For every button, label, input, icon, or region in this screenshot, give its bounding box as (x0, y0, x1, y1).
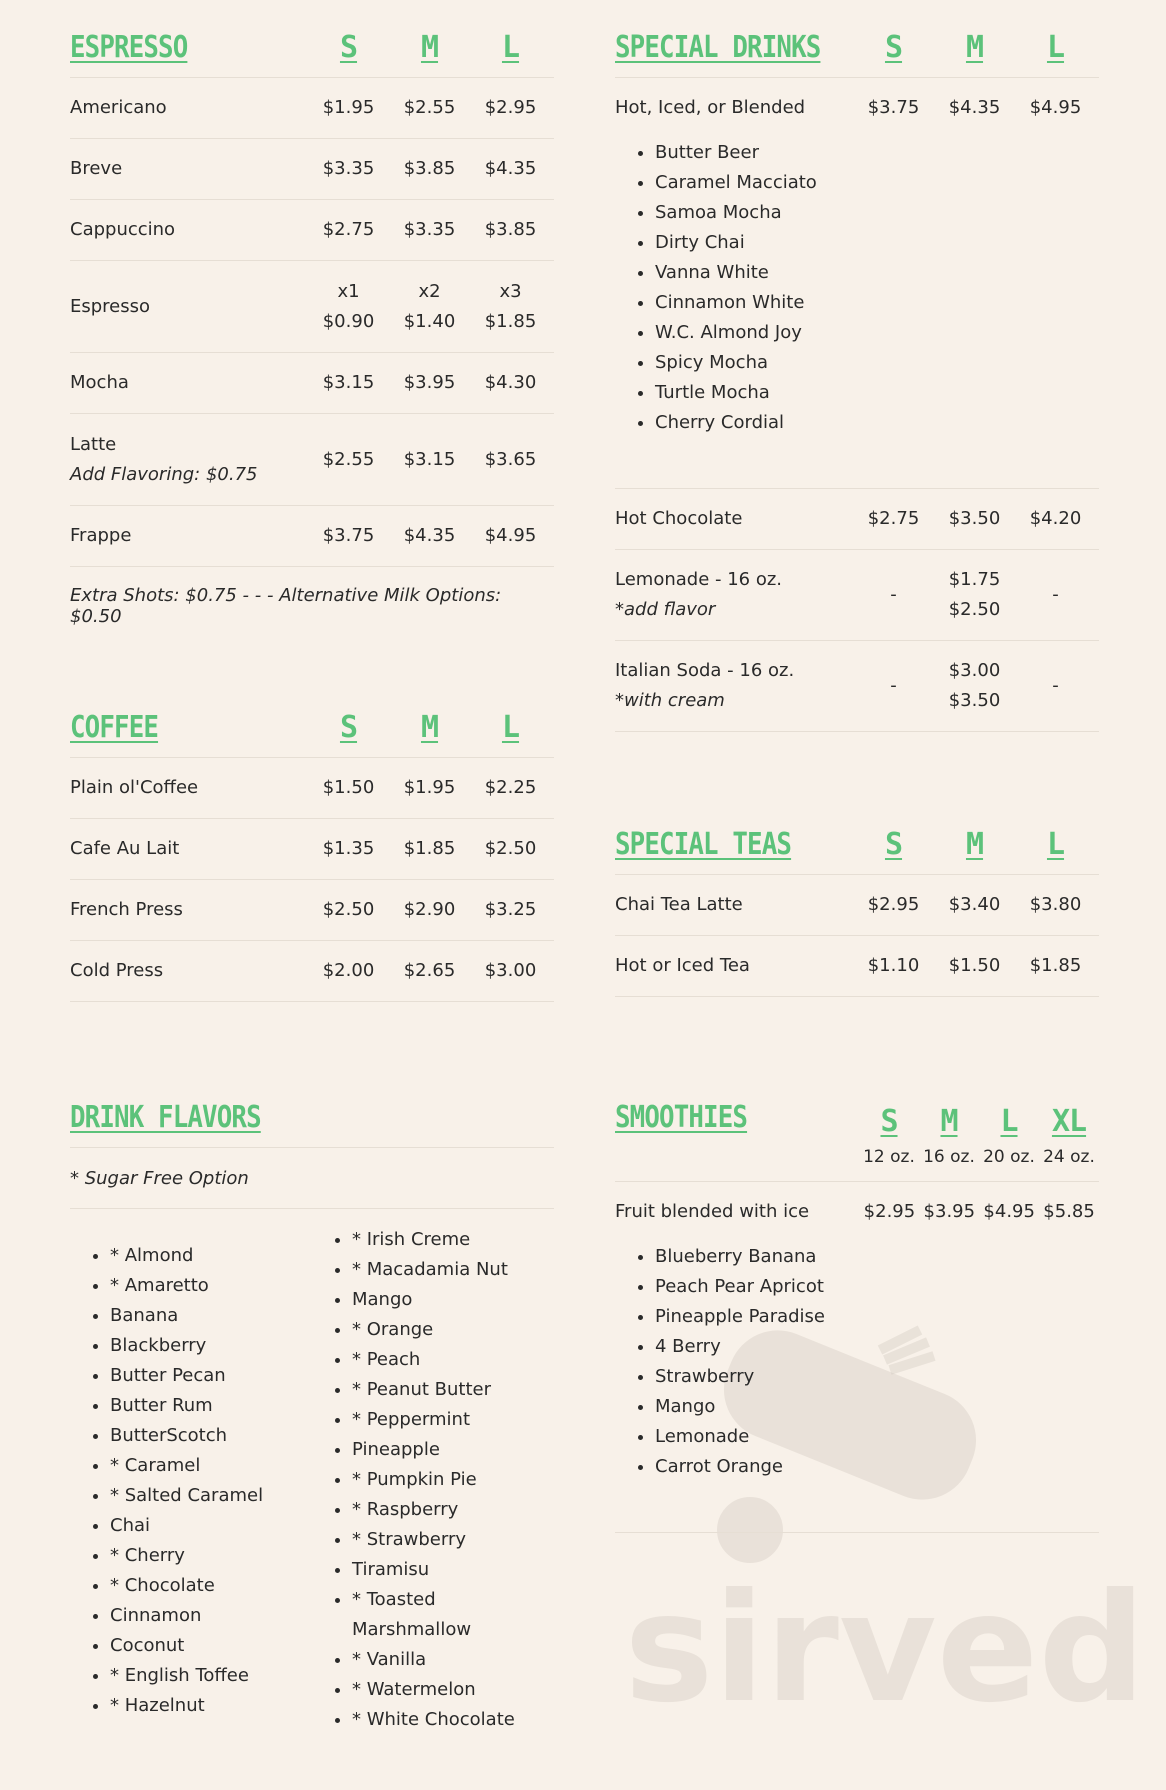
menu-item-row (615, 1182, 1099, 1242)
espresso-title: ESPRESSO (70, 30, 188, 65)
shot-price: $1.40 (403, 310, 456, 332)
list-item: • Butter Rum (110, 1391, 312, 1421)
size-m-label: M (940, 1104, 958, 1139)
item-name (70, 430, 308, 490)
list-item: • Cherry Cordial (655, 408, 1099, 438)
item-name: Cappuccino (70, 219, 176, 240)
item-name: Fruit blended with ice (615, 1201, 810, 1222)
price-s: $2.00 (322, 960, 375, 981)
list-item: • W.C. Almond Joy (655, 318, 1099, 348)
size-l-column (979, 1104, 1039, 1167)
list-item: • * Watermelon (352, 1675, 554, 1705)
price-s: - (890, 675, 897, 696)
size-s-label: S (880, 1104, 898, 1139)
list-item: • Butter Pecan (110, 1361, 312, 1391)
list-item: • Strawberry (655, 1362, 1099, 1392)
price-s: $2.75 (867, 508, 920, 529)
item-name: Plain ol'Coffee (70, 777, 199, 798)
size-l-oz: 20 oz. (983, 1147, 1035, 1167)
menu-item-row (615, 78, 1099, 138)
smoothies-title: SMOOTHIES (615, 1100, 748, 1135)
menu-item-row (70, 758, 554, 819)
list-item: • * Amaretto (110, 1271, 312, 1301)
price-s: $2.95 (863, 1201, 916, 1222)
item-name: Hot or Iced Tea (615, 955, 750, 976)
item-name: Chai Tea Latte (615, 894, 743, 915)
list-item: • Butter Beer (655, 138, 1099, 168)
size-s-label: S (884, 30, 903, 65)
list-item: • Pineapple (352, 1435, 554, 1465)
price-l: $2.50 (484, 838, 537, 859)
flavors-header (70, 1100, 554, 1148)
list-item: • * White Chocolate (352, 1705, 554, 1735)
price-l: $2.25 (484, 777, 537, 798)
list-item: • Turtle Mocha (655, 378, 1099, 408)
shot-count: x1 (337, 280, 360, 302)
menu-item-row (615, 550, 1099, 641)
coffee-title: COFFEE (70, 710, 159, 745)
price-l: $3.80 (1029, 894, 1082, 915)
list-item: • * Raspberry (352, 1495, 554, 1525)
price-s: $2.75 (322, 219, 375, 240)
item-subnote: Add Flavoring: $0.75 (70, 463, 258, 485)
special-drinks-main (615, 78, 1099, 489)
menu-item-row (70, 941, 554, 1002)
espresso-extras-note: Extra Shots: $0.75 - - - Alternative Milk Options: $0.50 (70, 585, 502, 627)
coffee-section (70, 710, 554, 1002)
list-item: • 4 Berry (655, 1332, 1099, 1362)
list-item: • Banana (110, 1301, 312, 1331)
size-xl-label: XL (1051, 1104, 1087, 1139)
list-item: • Dirty Chai (655, 228, 1099, 258)
price-l: - (1052, 675, 1059, 696)
price-s: $2.50 (322, 899, 375, 920)
item-subnote: *add flavor (615, 599, 716, 620)
smoothies-header (615, 1100, 1099, 1182)
item-name: French Press (70, 899, 183, 920)
shot-price: $1.85 (484, 310, 537, 332)
price-s: $1.10 (867, 955, 920, 976)
size-m-column (919, 1104, 979, 1167)
list-item: • * Toasted Marshmallow (352, 1585, 554, 1645)
size-s-label: S (339, 30, 358, 65)
list-item: • Carrot Orange (655, 1452, 1099, 1482)
price-s: $3.35 (322, 158, 375, 179)
price-l: $4.95 (1029, 97, 1082, 118)
price-m: $3.40 (948, 894, 1001, 915)
list-item: • Cinnamon (110, 1601, 312, 1631)
item-title: Italian Soda - 16 oz. (615, 660, 795, 681)
price-option: $2.50 (948, 599, 1001, 620)
item-subnote: *with cream (615, 690, 725, 711)
price-l: $4.30 (484, 372, 537, 393)
size-l-label: L (501, 30, 520, 65)
price-m: $1.50 (948, 955, 1001, 976)
item-name: Hot, Iced, or Blended (615, 97, 806, 118)
menu-item-row (615, 641, 1099, 732)
size-s-label: S (884, 827, 903, 862)
size-xl-oz: 24 oz. (1043, 1147, 1095, 1167)
price-m (934, 565, 1015, 625)
price-m: $4.35 (403, 525, 456, 546)
list-item: • Tiramisu (352, 1555, 554, 1585)
list-item: • * Strawberry (352, 1525, 554, 1555)
price-option: $3.50 (948, 690, 1001, 711)
price-m (389, 277, 470, 337)
size-l-label: L (1000, 1104, 1018, 1139)
list-item: • * English Toffee (110, 1661, 312, 1691)
flavors-list-2 (312, 1225, 554, 1735)
size-m-label: M (420, 710, 439, 745)
price-s: $3.75 (867, 97, 920, 118)
item-name (615, 565, 853, 625)
price-s: $2.95 (867, 894, 920, 915)
price-s: $1.50 (322, 777, 375, 798)
smoothies-section (615, 1100, 1099, 1533)
list-item: • Mango (655, 1392, 1099, 1422)
menu-item-row (70, 506, 554, 567)
price-s: - (890, 584, 897, 605)
item-name: Frappe (70, 525, 132, 546)
list-item: • * Vanilla (352, 1645, 554, 1675)
item-name: Hot Chocolate (615, 508, 743, 529)
list-item: • Peach Pear Apricot (655, 1272, 1099, 1302)
size-l-label: L (1046, 827, 1065, 862)
special-drinks-header (615, 30, 1099, 78)
shot-count: x3 (499, 280, 522, 302)
price-s: $3.15 (322, 372, 375, 393)
list-item: • * Chocolate (110, 1571, 312, 1601)
item-title: Lemonade - 16 oz. (615, 569, 783, 590)
item-name: Mocha (70, 372, 129, 393)
price-m: $3.95 (403, 372, 456, 393)
price-l: $3.65 (484, 448, 537, 470)
list-item: • Blueberry Banana (655, 1242, 1099, 1272)
price-l: $4.95 (983, 1201, 1035, 1222)
price-m: $3.50 (948, 508, 1001, 529)
price-l: $4.20 (1029, 508, 1082, 529)
list-item: • Vanna White (655, 258, 1099, 288)
price-m: $3.85 (403, 158, 456, 179)
item-name: Americano (70, 97, 167, 118)
list-item: • ButterScotch (110, 1421, 312, 1451)
list-item: • * Caramel (110, 1451, 312, 1481)
flavors-columns (70, 1209, 554, 1735)
price-s: $1.95 (322, 97, 375, 118)
size-l-label: L (1046, 30, 1065, 65)
espresso-header (70, 30, 554, 78)
watermark-text: sirved (624, 1562, 1146, 1736)
price-l: $2.95 (484, 97, 537, 118)
price-m: $3.35 (403, 219, 456, 240)
list-item: • * Peanut Butter (352, 1375, 554, 1405)
menu-item-row (70, 78, 554, 139)
price-l: $3.25 (484, 899, 537, 920)
flavors-list-1 (70, 1225, 312, 1735)
menu-item-row (70, 261, 554, 353)
price-s: $2.55 (322, 448, 375, 470)
price-l: $1.85 (1029, 955, 1082, 976)
flavors-title: DRINK FLAVORS (70, 1100, 261, 1135)
price-m: $1.95 (403, 777, 456, 798)
price-xl: $5.85 (1043, 1201, 1095, 1222)
drink-flavors-section (70, 1100, 554, 1735)
price-m (934, 656, 1015, 716)
list-item: • * Orange (352, 1315, 554, 1345)
menu-item-row (70, 353, 554, 414)
coffee-header (70, 710, 554, 758)
smoothies-list (615, 1242, 1099, 1482)
size-m-label: M (420, 30, 439, 65)
list-item: • * Macadamia Nut (352, 1255, 554, 1285)
special-teas-title: SPECIAL TEAS (615, 827, 792, 862)
list-item: • Blackberry (110, 1331, 312, 1361)
size-l-label: L (501, 710, 520, 745)
list-item: • * Irish Creme (352, 1225, 554, 1255)
list-item: • * Salted Caramel (110, 1481, 312, 1511)
price-base: $1.75 (948, 569, 1001, 590)
price-m: $2.65 (403, 960, 456, 981)
size-s-oz: 12 oz. (863, 1147, 915, 1167)
menu-item-row (615, 489, 1099, 550)
list-item: • Coconut (110, 1631, 312, 1661)
list-item: • * Peach (352, 1345, 554, 1375)
size-s-label: S (339, 710, 358, 745)
shot-count: x2 (418, 280, 441, 302)
price-l: $3.85 (484, 219, 537, 240)
price-base: $3.00 (948, 660, 1001, 681)
sugar-free-note: * Sugar Free Option (70, 1148, 554, 1209)
menu-item-row (70, 139, 554, 200)
special-drinks-list (615, 138, 1099, 438)
price-l: $4.35 (484, 158, 537, 179)
special-drinks-title: SPECIAL DRINKS (615, 30, 821, 65)
menu-item-row (70, 200, 554, 261)
price-s (308, 277, 389, 337)
size-m-oz: 16 oz. (923, 1147, 975, 1167)
price-s: $1.35 (322, 838, 375, 859)
item-name: Cafe Au Lait (70, 838, 180, 859)
item-name: Breve (70, 158, 123, 179)
special-teas-header (615, 827, 1099, 875)
item-title: Latte (70, 433, 117, 455)
price-m: $3.95 (923, 1201, 976, 1222)
list-item: • Samoa Mocha (655, 198, 1099, 228)
price-m: $2.55 (403, 97, 456, 118)
size-m-label: M (965, 827, 984, 862)
item-name (615, 656, 853, 716)
price-m: $3.15 (403, 448, 456, 470)
list-item: • * Almond (110, 1241, 312, 1271)
shot-price: $0.90 (322, 310, 375, 332)
menu-item-row (70, 414, 554, 506)
size-m-label: M (965, 30, 984, 65)
menu-item-row (615, 875, 1099, 936)
smoothies-main (615, 1182, 1099, 1533)
price-m: $4.35 (948, 97, 1001, 118)
price-m: $1.85 (403, 838, 456, 859)
item-name: Cold Press (70, 960, 164, 981)
menu-item-row (70, 819, 554, 880)
espresso-section (70, 30, 554, 627)
price-l: $3.00 (484, 960, 537, 981)
list-item: • Lemonade (655, 1422, 1099, 1452)
price-s: $3.75 (322, 525, 375, 546)
list-item: • * Pumpkin Pie (352, 1465, 554, 1495)
price-m: $2.90 (403, 899, 456, 920)
price-l: - (1052, 584, 1059, 605)
special-teas-section (615, 827, 1099, 997)
list-item: • Pineapple Paradise (655, 1302, 1099, 1332)
item-name: Espresso (70, 295, 151, 317)
menu-item-row (615, 936, 1099, 997)
list-item: • * Hazelnut (110, 1691, 312, 1721)
special-drinks-section (615, 30, 1099, 732)
size-xl-column (1039, 1104, 1099, 1167)
list-item: • Caramel Macciato (655, 168, 1099, 198)
price-l (470, 277, 551, 337)
list-item: • * Cherry (110, 1541, 312, 1571)
list-item: • Spicy Mocha (655, 348, 1099, 378)
list-item: • Chai (110, 1511, 312, 1541)
list-item: • Mango (352, 1285, 554, 1315)
list-item: • * Peppermint (352, 1405, 554, 1435)
menu-item-row (70, 880, 554, 941)
size-s-column (859, 1104, 919, 1167)
price-l: $4.95 (484, 525, 537, 546)
list-item: • Cinnamon White (655, 288, 1099, 318)
